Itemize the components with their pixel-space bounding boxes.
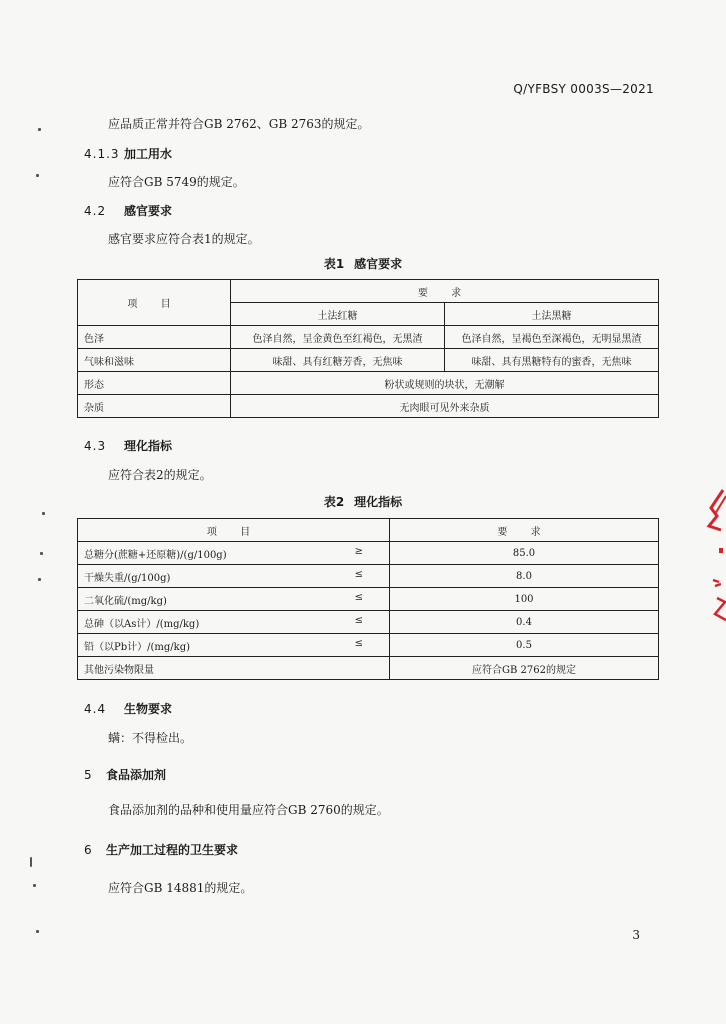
table1-caption-title: 感官要求 [354, 257, 403, 271]
table-row [78, 542, 659, 565]
paragraph-4-2: 感官要求应符合表1的规定。 [108, 232, 260, 246]
red-seal-stamp-icon [703, 486, 726, 626]
paragraph-5: 食品添加剂的品种和使用量应符合GB 2760的规定。 [108, 803, 389, 817]
section-title: 理化指标 [124, 439, 173, 453]
table2-header-item: 项 目 [78, 519, 390, 542]
table-cell: 色泽自然，呈褐色至深褐色，无明显黑渣 [445, 326, 659, 349]
table-row [78, 565, 659, 588]
table-cell: 味甜、具有红糖芳香，无焦味 [231, 349, 445, 372]
paragraph-4-1-3: 应符合GB 5749的规定。 [108, 175, 245, 189]
table-row [78, 372, 659, 395]
scan-speck [38, 578, 41, 581]
table-cell: 总糖分(蔗糖+还原糖)/(g/100g) ≥ [78, 542, 390, 565]
table-cell: 其他污染物限量 [78, 657, 390, 680]
section-title: 加工用水 [124, 147, 173, 161]
table2-caption-number: 表2 [323, 495, 345, 509]
scan-speck [30, 857, 32, 867]
comparison-operator: ≥ [354, 545, 363, 557]
table1-caption [0, 255, 726, 272]
table-row [78, 349, 659, 372]
table1-subheader-black-sugar: 土法黑糖 [445, 303, 659, 326]
scan-speck [36, 930, 39, 933]
table1-caption-number: 表1 [323, 257, 345, 271]
section-number: 4.1.3 [84, 147, 120, 161]
table-cell: 应符合GB 2762的规定 [390, 657, 659, 680]
table-cell: 8.0 [390, 565, 659, 588]
table-row [78, 326, 659, 349]
standard-number: Q/YFBSY 0003S—2021 [513, 82, 654, 96]
section-6-heading [84, 841, 238, 858]
section-number: 4.3 [84, 439, 107, 453]
paragraph-6: 应符合GB 14881的规定。 [108, 881, 253, 895]
table-cell: 粉状或规则的块状，无潮解 [231, 372, 659, 395]
comparison-operator: ≤ [354, 568, 363, 580]
table-row [78, 280, 659, 303]
table2-caption-title: 理化指标 [354, 495, 403, 509]
section-title: 食品添加剂 [106, 768, 167, 782]
table-row [78, 588, 659, 611]
table1-header-item: 项 目 [78, 280, 231, 326]
comparison-operator: ≤ [354, 614, 363, 626]
section-4-3-heading [84, 437, 172, 454]
table-row [78, 657, 659, 680]
table-cell: 0.5 [390, 634, 659, 657]
paragraph-intro: 应品质正常并符合GB 2762、GB 2763的规定。 [108, 117, 370, 131]
table-cell: 无肉眼可见外来杂质 [231, 395, 659, 418]
scan-speck [36, 174, 39, 177]
table-row [78, 395, 659, 418]
table-cell: 色泽 [78, 326, 231, 349]
table1-subheader-red-sugar: 土法红糖 [231, 303, 445, 326]
table-cell: 色泽自然，呈金黄色至红褐色，无黑渣 [231, 326, 445, 349]
section-4-2-heading [84, 202, 172, 219]
section-number: 5 [84, 768, 93, 782]
table1-header-req: 要 求 [231, 280, 659, 303]
table-cell: 总砷（以As计）/(mg/kg) ≤ [78, 611, 390, 634]
table-cell: 100 [390, 588, 659, 611]
table2-physicochemical [77, 518, 659, 680]
scan-speck [42, 512, 45, 515]
paragraph-4-4: 螨：不得检出。 [108, 731, 193, 745]
table-cell: 铅（以Pb计）/(mg/kg) ≤ [78, 634, 390, 657]
table-row [78, 611, 659, 634]
table-cell: 形态 [78, 372, 231, 395]
section-number: 6 [84, 843, 93, 857]
section-title: 感官要求 [124, 204, 173, 218]
table-cell: 干燥失重/(g/100g) ≤ [78, 565, 390, 588]
comparison-operator: ≤ [354, 637, 363, 649]
section-4-1-3-heading [84, 145, 172, 162]
section-number: 4.4 [84, 702, 107, 716]
section-title: 生物要求 [124, 702, 173, 716]
scan-speck [33, 884, 36, 887]
table-row [78, 519, 659, 542]
scan-speck [38, 128, 41, 131]
table-cell: 味甜、具有黑糖特有的蜜香，无焦味 [445, 349, 659, 372]
table-cell: 85.0 [390, 542, 659, 565]
table-cell: 气味和滋味 [78, 349, 231, 372]
table-cell: 二氧化硫/(mg/kg) ≤ [78, 588, 390, 611]
table2-caption [0, 493, 726, 510]
section-4-4-heading [84, 700, 172, 717]
section-number: 4.2 [84, 204, 107, 218]
table2-header-req: 要 求 [390, 519, 659, 542]
scan-speck [40, 552, 43, 555]
section-title: 生产加工过程的卫生要求 [106, 843, 239, 857]
table-cell: 0.4 [390, 611, 659, 634]
section-5-heading [84, 766, 166, 783]
table-cell: 杂质 [78, 395, 231, 418]
paragraph-4-3: 应符合表2的规定。 [108, 468, 212, 482]
comparison-operator: ≤ [354, 591, 363, 603]
page-number: 3 [632, 928, 640, 942]
table1-sensory [77, 279, 659, 418]
table-row [78, 634, 659, 657]
